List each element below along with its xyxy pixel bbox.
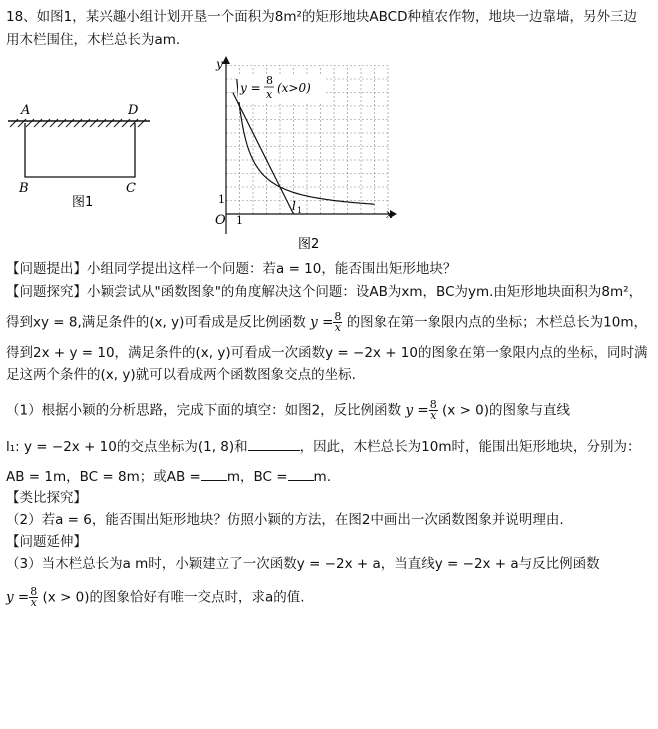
func-den: x [266, 88, 273, 101]
function-label [238, 74, 326, 102]
q3-b: (x > 0)的图象恰好有唯一交点时，求a的值. [42, 589, 305, 606]
label-B: B [19, 181, 29, 196]
func-cond: (x>0) [277, 81, 311, 95]
x-label: x [386, 207, 393, 221]
fraction-8-over-x: $\frac{8}{x}$ [334, 310, 342, 334]
label-A: A [21, 103, 31, 118]
question-3-line-b [6, 587, 305, 608]
label-D: D [128, 103, 139, 118]
figure-1 [0, 95, 160, 215]
l1-label: l [292, 199, 296, 213]
figure-2 [200, 52, 400, 252]
q1-g: m. [313, 469, 331, 485]
analogy-title: 【类比探究】 [6, 490, 87, 506]
question-raise: 【问题提出】小组同学提出这样一个问题：若a = 10，能否围出矩形地块？ [6, 261, 457, 277]
answer-blank-1[interactable] [248, 437, 300, 451]
question-explore-4: 足这两个条件的(x, y)就可以看成两个函数图象交点的坐标. [6, 367, 356, 383]
func-y: y = [240, 81, 261, 95]
q1-c: l₁: y = −2x + 10的交点坐标为(1, 8)和 [6, 439, 248, 455]
question-2: （2）若a = 6，能否围出矩形地块？仿照小颖的方法，在图2中画出一次函数图象并说明理由. [6, 512, 564, 528]
q1-a: （1）根据小颖的分析思路，完成下面的填空：如图2，反比例函数 [6, 402, 402, 419]
figure-2-caption: 图2 [298, 237, 320, 252]
origin-label: O [215, 213, 226, 228]
frac-y-label: y = [310, 314, 334, 331]
answer-blank-2[interactable] [201, 467, 227, 481]
q1-e: AB = 1m，BC = 8m；或AB = [6, 469, 201, 485]
tick-x-1: 1 [236, 214, 243, 227]
explore-2b: 的图象在第一象限内点的坐标；木栏总长为10m， [346, 314, 648, 331]
answer-blank-3[interactable] [288, 467, 314, 481]
line-l1 [233, 93, 294, 215]
extend-title: 【问题延伸】 [6, 534, 87, 550]
fence-rectangle [25, 123, 135, 177]
question-explore-1: 【问题探究】小颖尝试从"函数图象"的角度解决这个问题：设AB为xm，BC为ym.由矩形地块面积为8m²， [6, 284, 643, 300]
question-explore-2 [6, 312, 647, 333]
func-num: 8 [266, 74, 273, 87]
label-C: C [126, 181, 136, 196]
wall-hatch [10, 119, 146, 127]
question-1-line-a [6, 400, 570, 421]
q1-frac-y: y = [405, 402, 429, 419]
question-3-line-a: （3）当木栏总长为a m时，小颖建立了一次函数y = −2x + a，当直线y = −2x + a与反比例函数 [6, 556, 600, 572]
question-1-line-b [6, 437, 641, 456]
problem-line-2: 用木栏围住，木栏总长为am. [6, 32, 181, 48]
question-1-line-c [6, 467, 331, 486]
q1-f: m，BC = [226, 469, 288, 485]
y-axis-arrow [222, 56, 230, 64]
figure-1-caption: 图1 [72, 195, 94, 210]
q1-b: (x > 0)的图象与直线 [442, 402, 571, 419]
q1-fraction: $\frac{8}{x}$ [429, 398, 437, 422]
problem-line-1: 18、如图1，某兴趣小组计划开垦一个面积为8m²的矩形地块ABCD种植农作物，地块一边靠墙，另外三边 [6, 9, 637, 25]
y-label: y [216, 57, 223, 71]
q3-frac-y: y = [6, 589, 30, 606]
question-explore-3: 得到2x + y = 10，满足条件的(x, y)可看成一次函数y = −2x + 10的图象在第一象限内点的坐标，同时满 [6, 345, 648, 361]
explore-2a: 得到xy = 8,满足条件的(x, y)可看成是反比例函数 [6, 314, 306, 331]
tick-y-1: 1 [218, 193, 225, 206]
q3-fraction: $\frac{8}{x}$ [30, 585, 38, 609]
l1-subscript: 1 [297, 206, 303, 215]
q1-d: ，因此，木栏总长为10m时，能围出矩形地块，分别为： [299, 439, 641, 455]
